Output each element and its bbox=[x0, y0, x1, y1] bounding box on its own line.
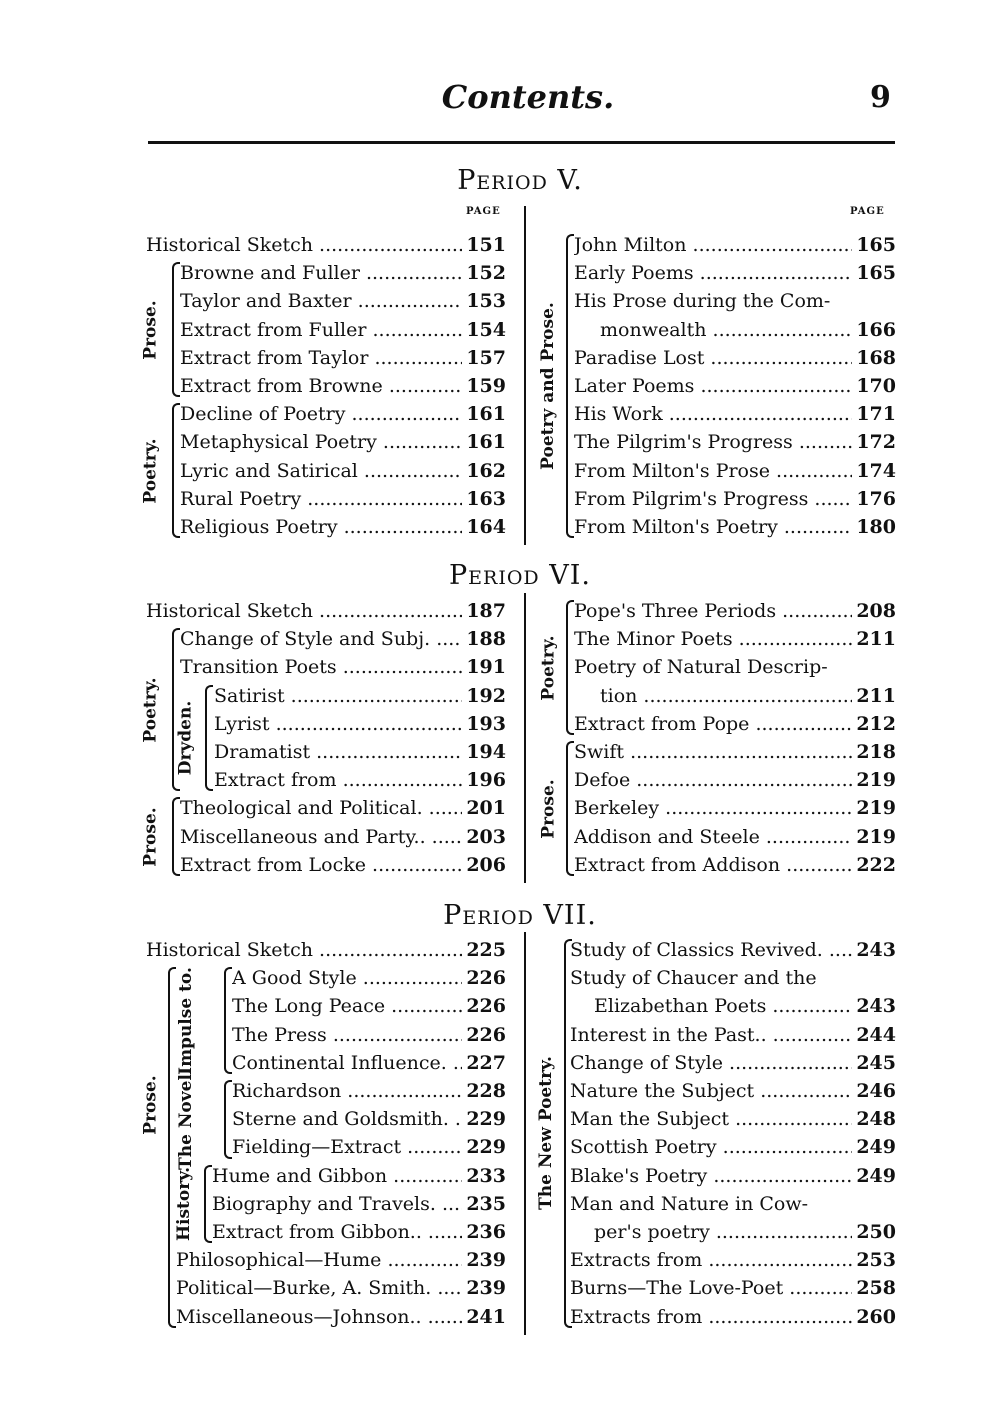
toc-entry-title: Burns—The Love-Poet ..... bbox=[570, 1274, 852, 1302]
toc-entry[interactable] bbox=[232, 992, 506, 1020]
toc-entry-title: Sterne and Goldsmith. ..... bbox=[232, 1105, 462, 1133]
toc-entry-page: 258 bbox=[856, 1277, 896, 1300]
toc-entry-page: 208 bbox=[856, 600, 896, 622]
toc-entry-page bbox=[892, 653, 896, 681]
section-brace bbox=[172, 797, 180, 876]
toc-entry[interactable] bbox=[570, 1190, 896, 1218]
toc-entry-page: 219 bbox=[856, 825, 896, 848]
toc-entry-title: Scottish Poetry ..... bbox=[570, 1133, 852, 1161]
toc-entry-title: Pope's Three Periods ..... bbox=[574, 597, 852, 625]
toc-entry[interactable] bbox=[574, 710, 896, 738]
toc-entry[interactable] bbox=[214, 766, 506, 794]
toc-entry-title: Berkeley ..... bbox=[574, 794, 852, 822]
toc-entry[interactable] bbox=[594, 1218, 896, 1246]
toc-entry-title: Extracts from ..... bbox=[570, 1246, 852, 1274]
toc-entry-page: 249 bbox=[856, 1136, 896, 1159]
toc-entry[interactable] bbox=[574, 259, 896, 287]
toc-entry-title: Blake's Poetry ..... bbox=[570, 1162, 852, 1190]
toc-entry-title: Man and Nature in Cow- bbox=[570, 1192, 809, 1215]
toc-entry-title: Addison and Steele ..... bbox=[574, 823, 852, 851]
toc-entry-page: 226 bbox=[466, 967, 506, 990]
toc-entry[interactable] bbox=[574, 287, 896, 315]
toc-entry-page: 164 bbox=[466, 516, 506, 538]
toc-entry[interactable] bbox=[214, 682, 506, 710]
toc-entry[interactable] bbox=[600, 316, 896, 344]
toc-entry-page: 246 bbox=[856, 1080, 896, 1102]
toc-entry[interactable] bbox=[570, 1303, 896, 1331]
toc-entry[interactable] bbox=[574, 823, 896, 851]
section-brace bbox=[172, 262, 180, 397]
toc-entry-title: Satirist ..... bbox=[214, 682, 462, 710]
toc-entry[interactable] bbox=[570, 1133, 896, 1161]
toc-entry-page: 151 bbox=[466, 234, 506, 256]
toc-entry-page: 239 bbox=[466, 1277, 506, 1300]
toc-entry[interactable] bbox=[146, 936, 506, 964]
toc-entry[interactable] bbox=[212, 1218, 506, 1246]
toc-entry-title: From Milton's Poetry ..... bbox=[574, 513, 852, 541]
toc-entry[interactable] bbox=[574, 428, 896, 456]
toc-entry[interactable] bbox=[212, 1162, 506, 1190]
toc-entry-title: Metaphysical Poetry ..... bbox=[180, 428, 462, 456]
toc-entry-title: Biography and Travels. ..... bbox=[212, 1190, 462, 1218]
toc-entry-page: 192 bbox=[466, 684, 506, 707]
toc-entry-title: Hume and Gibbon ..... bbox=[212, 1162, 462, 1190]
toc-entry-page: 154 bbox=[466, 318, 506, 341]
toc-entry-page: 227 bbox=[466, 1051, 506, 1074]
toc-entry[interactable] bbox=[232, 1021, 506, 1049]
toc-entry[interactable] bbox=[574, 625, 896, 653]
toc-entry[interactable] bbox=[570, 1077, 896, 1105]
toc-entry-title: The Long Peace ..... bbox=[232, 992, 462, 1020]
toc-entry[interactable] bbox=[180, 794, 506, 822]
toc-entry[interactable] bbox=[180, 485, 506, 513]
toc-entry[interactable] bbox=[574, 457, 896, 485]
toc-entry-title: A Good Style ..... bbox=[232, 964, 462, 992]
toc-entry-title: Miscellaneous and Party.. ..... bbox=[180, 823, 462, 851]
toc-entry-page: 219 bbox=[856, 769, 896, 792]
toc-entry-page: 250 bbox=[856, 1221, 896, 1243]
toc-entry[interactable] bbox=[232, 1105, 506, 1133]
toc-entry[interactable] bbox=[180, 457, 506, 485]
toc-entry-page: 206 bbox=[466, 853, 506, 876]
toc-entry[interactable] bbox=[570, 1162, 896, 1190]
header-rule bbox=[148, 141, 895, 144]
toc-entry-page: 243 bbox=[856, 995, 896, 1018]
toc-entry[interactable] bbox=[232, 1049, 506, 1077]
toc-entry-title: Paradise Lost ..... bbox=[574, 344, 852, 372]
toc-entry-title: Decline of Poetry ..... bbox=[180, 400, 462, 428]
section-side-label: Prose. bbox=[538, 778, 559, 839]
toc-entry-title: Man the Subject ..... bbox=[570, 1105, 852, 1133]
toc-entry[interactable] bbox=[600, 682, 896, 710]
toc-entry-page: 241 bbox=[466, 1305, 506, 1328]
toc-entry[interactable] bbox=[180, 344, 506, 372]
toc-entry[interactable] bbox=[146, 231, 506, 259]
toc-entry[interactable] bbox=[180, 653, 506, 681]
section-side-label: History. bbox=[174, 1166, 195, 1241]
toc-entry-page: 211 bbox=[856, 628, 896, 651]
toc-entry-title: per's poetry ..... bbox=[594, 1218, 852, 1246]
toc-entry-page: 219 bbox=[856, 797, 896, 820]
toc-entry-page: 212 bbox=[856, 712, 896, 735]
toc-entry-page: 166 bbox=[856, 318, 896, 341]
toc-entry[interactable] bbox=[574, 231, 896, 259]
toc-entry-page: 196 bbox=[466, 769, 506, 792]
toc-entry[interactable] bbox=[180, 259, 506, 287]
toc-entry-page: 226 bbox=[466, 995, 506, 1018]
toc-entry-title: Extract from Gibbon.. ..... bbox=[212, 1218, 462, 1246]
toc-entry[interactable] bbox=[570, 1105, 896, 1133]
toc-entry[interactable] bbox=[176, 1274, 506, 1302]
toc-entry-title: His Work ..... bbox=[574, 400, 852, 428]
toc-entry-page: 191 bbox=[466, 656, 506, 679]
toc-entry[interactable] bbox=[212, 1190, 506, 1218]
toc-entry[interactable] bbox=[180, 428, 506, 456]
toc-entry-title: Defoe ..... bbox=[574, 766, 852, 794]
section-side-label: Poetry. bbox=[538, 634, 559, 701]
running-header-title: Contents. bbox=[441, 78, 615, 116]
section-brace bbox=[564, 939, 572, 1328]
toc-entry-title: Philosophical—Hume ..... bbox=[176, 1246, 462, 1274]
toc-entry[interactable] bbox=[594, 992, 896, 1020]
toc-entry-title: Elizabethan Poets ..... bbox=[594, 992, 852, 1020]
column-divider bbox=[524, 593, 526, 883]
section-side-label: Poetry and Prose. bbox=[537, 302, 558, 470]
toc-entry[interactable] bbox=[574, 485, 896, 513]
toc-entry-page: 163 bbox=[466, 487, 506, 510]
toc-entry-title: Fielding—Extract ..... bbox=[232, 1133, 462, 1161]
toc-entry[interactable] bbox=[574, 738, 896, 766]
toc-entry-page bbox=[892, 287, 896, 315]
toc-entry-title: Theological and Political. ..... bbox=[180, 794, 462, 822]
toc-entry[interactable] bbox=[570, 964, 896, 992]
section-side-label: Impulse to. bbox=[175, 966, 196, 1075]
section-side-label: Prose. bbox=[140, 1075, 161, 1135]
toc-entry-title: Study of Classics Revived. ..... bbox=[570, 936, 852, 964]
toc-entry-page: 229 bbox=[466, 1108, 506, 1131]
toc-entry[interactable] bbox=[570, 1274, 896, 1302]
toc-entry-page: 153 bbox=[466, 290, 506, 313]
section-brace bbox=[566, 234, 574, 538]
toc-entry[interactable] bbox=[180, 287, 506, 315]
toc-entry-page: 203 bbox=[466, 825, 506, 848]
toc-entry-title: Dramatist ..... bbox=[214, 738, 462, 766]
toc-entry[interactable] bbox=[214, 710, 506, 738]
column-divider bbox=[524, 206, 526, 545]
section-brace bbox=[224, 967, 232, 1074]
toc-entry-title: His Prose during the Com- bbox=[574, 290, 831, 313]
toc-entry[interactable] bbox=[574, 794, 896, 822]
section-side-label: The Novel. bbox=[175, 1068, 196, 1171]
toc-entry-title: From Milton's Prose ..... bbox=[574, 457, 852, 485]
toc-entry-title: Extract from Pope ..... bbox=[574, 710, 852, 738]
toc-entry[interactable] bbox=[232, 1133, 506, 1161]
toc-entry-page: 239 bbox=[466, 1249, 506, 1272]
toc-entry-page: 201 bbox=[466, 797, 506, 820]
toc-entry[interactable] bbox=[232, 1077, 506, 1105]
toc-entry-page: 176 bbox=[856, 487, 896, 510]
section-brace bbox=[204, 1165, 212, 1244]
toc-entry-title: Extract from Taylor ..... bbox=[180, 344, 462, 372]
toc-entry-page bbox=[892, 964, 896, 992]
section-brace bbox=[172, 403, 180, 538]
page-column-header-right: PAGE bbox=[850, 206, 885, 217]
section-side-label: Prose. bbox=[140, 299, 161, 360]
toc-entry[interactable] bbox=[570, 936, 896, 964]
toc-entry-page: 225 bbox=[466, 939, 506, 961]
toc-entry-page: 161 bbox=[466, 431, 506, 454]
toc-entry-title: Historical Sketch ..... bbox=[146, 597, 462, 625]
toc-entry-title: Richardson ..... bbox=[232, 1077, 462, 1105]
toc-entry-title: Miscellaneous—Johnson.. ..... bbox=[176, 1303, 462, 1331]
section-side-label: Dryden. bbox=[174, 700, 195, 776]
toc-entry-page: 235 bbox=[466, 1192, 506, 1215]
toc-entry-title: Interest in the Past.. ..... bbox=[570, 1021, 852, 1049]
toc-entry-page: 157 bbox=[466, 346, 506, 369]
toc-entry[interactable] bbox=[574, 513, 896, 541]
section-brace bbox=[566, 600, 574, 735]
toc-entry-page: 211 bbox=[856, 684, 896, 707]
toc-entry-title: Study of Chaucer and the bbox=[570, 967, 817, 990]
toc-entry-title: Historical Sketch ..... bbox=[146, 936, 462, 964]
running-header-page-number: 9 bbox=[870, 80, 891, 115]
toc-entry-page: 161 bbox=[466, 403, 506, 426]
toc-entry-page: 245 bbox=[856, 1051, 896, 1074]
toc-entry-page: 249 bbox=[856, 1164, 896, 1187]
toc-entry[interactable] bbox=[176, 1303, 506, 1331]
toc-entry-page: 174 bbox=[856, 459, 896, 482]
toc-entry-title: Extracts from ..... bbox=[570, 1303, 852, 1331]
toc-entry-title: Nature the Subject ..... bbox=[570, 1077, 852, 1105]
toc-entry-page: 165 bbox=[856, 262, 896, 285]
toc-entry-title: Extract from Browne ..... bbox=[180, 372, 462, 400]
toc-entry[interactable] bbox=[146, 597, 506, 625]
toc-entry-title: Change of Style and Subj. ..... bbox=[180, 625, 462, 653]
section-side-label: The New Poetry. bbox=[535, 1056, 556, 1211]
toc-entry-title: Historical Sketch ..... bbox=[146, 231, 462, 259]
toc-entry[interactable] bbox=[574, 344, 896, 372]
toc-entry-title: Extract from ..... bbox=[214, 766, 462, 794]
toc-entry-page: 171 bbox=[856, 403, 896, 426]
toc-entry[interactable] bbox=[574, 597, 896, 625]
toc-entry-page: 159 bbox=[466, 375, 506, 397]
toc-entry-title: From Pilgrim's Progress ..... bbox=[574, 485, 852, 513]
toc-entry[interactable] bbox=[574, 653, 896, 681]
toc-entry-page: 248 bbox=[856, 1108, 896, 1131]
toc-entry-title: The Press ..... bbox=[232, 1021, 462, 1049]
toc-entry-title: Continental Influence. ..... bbox=[232, 1049, 462, 1077]
toc-entry-page: 243 bbox=[856, 939, 896, 961]
toc-entry-title: Early Poems ..... bbox=[574, 259, 852, 287]
toc-entry-page: 233 bbox=[466, 1164, 506, 1187]
toc-entry-title: Extract from Fuller ..... bbox=[180, 316, 462, 344]
toc-entry[interactable] bbox=[176, 1246, 506, 1274]
toc-entry-page: 152 bbox=[466, 262, 506, 285]
toc-entry-title: Religious Poetry ..... bbox=[180, 513, 462, 541]
toc-entry-title: tion ..... bbox=[600, 682, 852, 710]
toc-entry-page: 180 bbox=[856, 516, 896, 538]
toc-entry-page: 170 bbox=[856, 375, 896, 397]
toc-entry-page: 253 bbox=[856, 1249, 896, 1272]
toc-entry[interactable] bbox=[574, 400, 896, 428]
toc-entry-page: 193 bbox=[466, 712, 506, 735]
period-title: Period V. bbox=[457, 165, 583, 196]
toc-entry-page: 236 bbox=[466, 1221, 506, 1243]
toc-entry[interactable] bbox=[180, 851, 506, 879]
toc-entry-page: 194 bbox=[466, 741, 506, 763]
toc-entry[interactable] bbox=[180, 372, 506, 400]
toc-entry-page: 187 bbox=[466, 600, 506, 622]
section-side-label: Poetry. bbox=[140, 438, 161, 504]
toc-entry-page: 260 bbox=[856, 1305, 896, 1328]
toc-entry-title: Later Poems ..... bbox=[574, 372, 852, 400]
toc-entry-page bbox=[892, 1190, 896, 1218]
toc-entry[interactable] bbox=[570, 1021, 896, 1049]
toc-entry-title: Browne and Fuller ..... bbox=[180, 259, 462, 287]
toc-entry[interactable] bbox=[574, 372, 896, 400]
page-column-header-left: PAGE bbox=[466, 206, 501, 217]
toc-entry[interactable] bbox=[180, 513, 506, 541]
toc-entry-title: monwealth ..... bbox=[600, 316, 852, 344]
toc-entry-title: Rural Poetry ..... bbox=[180, 485, 462, 513]
toc-entry[interactable] bbox=[570, 1246, 896, 1274]
toc-entry-page: 165 bbox=[856, 234, 896, 256]
toc-entry[interactable] bbox=[570, 1049, 896, 1077]
toc-entry-title: Extract from Locke ..... bbox=[180, 851, 462, 879]
toc-entry-title: Transition Poets ..... bbox=[180, 653, 462, 681]
toc-entry-page: 226 bbox=[466, 1023, 506, 1046]
toc-entry-page: 162 bbox=[466, 459, 506, 482]
toc-entry[interactable] bbox=[214, 738, 506, 766]
toc-entry-title: Extract from Addison ..... bbox=[574, 851, 852, 879]
column-divider bbox=[524, 932, 526, 1335]
toc-entry-page: 172 bbox=[856, 431, 896, 454]
toc-entry-title: Lyric and Satirical ..... bbox=[180, 457, 462, 485]
toc-entry-title: Taylor and Baxter ..... bbox=[180, 287, 462, 315]
toc-entry-page: 222 bbox=[856, 853, 896, 876]
period-title: Period VII. bbox=[443, 900, 597, 931]
toc-entry-page: 188 bbox=[466, 628, 506, 651]
period-title: Period VI. bbox=[449, 560, 591, 591]
section-brace bbox=[566, 741, 574, 876]
toc-entry-title: Change of Style ..... bbox=[570, 1049, 852, 1077]
toc-entry[interactable] bbox=[574, 851, 896, 879]
toc-entry-title: Swift ..... bbox=[574, 738, 852, 766]
section-side-label: Prose. bbox=[140, 806, 161, 867]
toc-entry[interactable] bbox=[180, 316, 506, 344]
section-brace bbox=[168, 967, 176, 1328]
toc-entry-page: 218 bbox=[856, 741, 896, 763]
toc-entry-page: 229 bbox=[466, 1136, 506, 1159]
section-side-label: Poetry. bbox=[140, 677, 161, 743]
toc-entry-title: Lyrist ..... bbox=[214, 710, 462, 738]
toc-entry[interactable] bbox=[232, 964, 506, 992]
toc-entry-title: Poetry of Natural Descrip- bbox=[574, 656, 828, 679]
toc-entry-title: John Milton ..... bbox=[574, 231, 852, 259]
toc-entry-title: The Minor Poets ..... bbox=[574, 625, 852, 653]
toc-entry-title: The Pilgrim's Progress ..... bbox=[574, 428, 852, 456]
toc-entry-page: 168 bbox=[856, 346, 896, 369]
toc-entry[interactable] bbox=[574, 766, 896, 794]
section-brace bbox=[205, 685, 213, 792]
toc-entry-title: Political—Burke, A. Smith. ..... bbox=[176, 1274, 462, 1302]
toc-entry[interactable] bbox=[180, 625, 506, 653]
toc-entry[interactable] bbox=[180, 400, 506, 428]
section-brace bbox=[224, 1080, 232, 1159]
toc-entry-page: 244 bbox=[856, 1023, 896, 1046]
toc-entry[interactable] bbox=[180, 823, 506, 851]
toc-entry-page: 228 bbox=[466, 1080, 506, 1102]
